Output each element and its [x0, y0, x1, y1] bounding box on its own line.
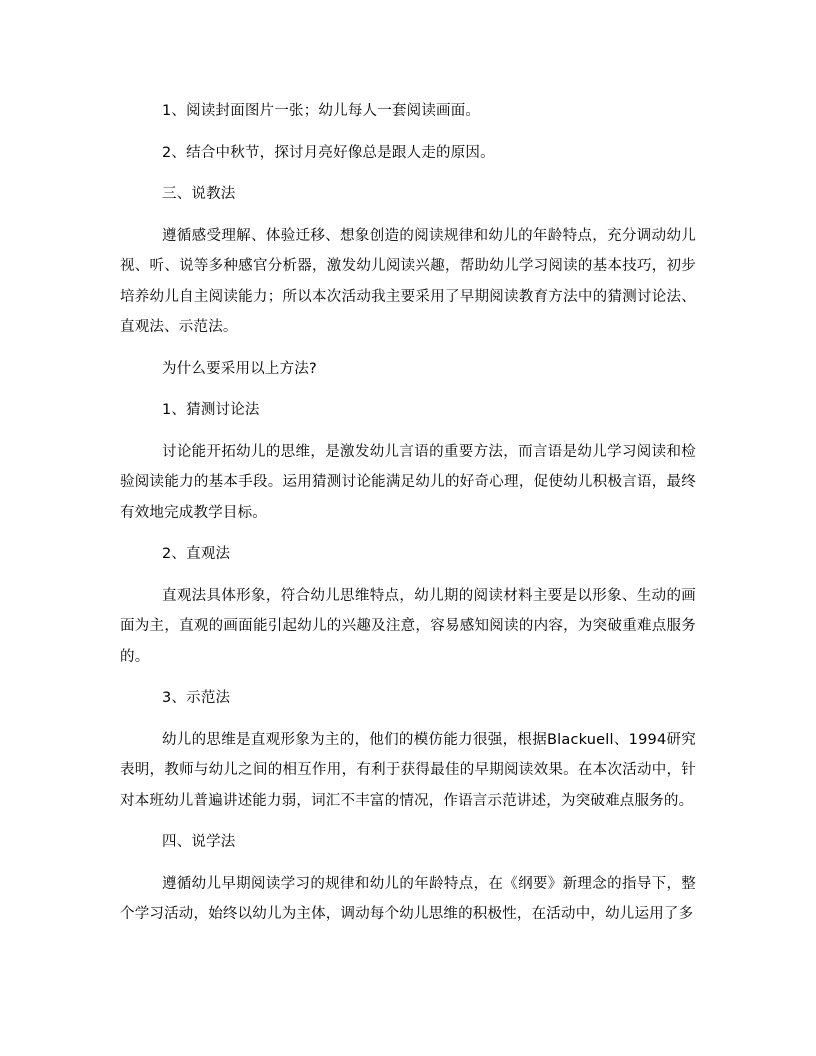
materials-item-1: 1、阅读封面图片一张；幼儿每人一套阅读画面。 — [162, 103, 481, 119]
learning-method-paragraph: 遵循幼儿早期阅读学习的规律和幼儿的年龄特点，在《纲要》新理念的指导下，整个学习活动，始终以幼儿为主体，调动每个幼儿思维的积极性，在活动中，幼儿运用了多 — [120, 875, 696, 922]
method-heading-guess-discuss: 1、猜测讨论法 — [162, 402, 260, 418]
demonstration-paragraph: 幼儿的思维是直观形象为主的，他们的模仿能力很强，根据Blackuell、1994研究表明，教师与幼儿之间的相互作用，有利于获得最佳的早期阅读效果。在本次活动中，针对本班幼儿普遍讲述能力弱，词汇不丰富的情况，作语言示范讲述，为突破难点服务的。 — [120, 731, 696, 809]
materials-item-2: 2、结合中秋节，探讨月亮好像总是跟人走的原因。 — [162, 144, 495, 161]
teaching-method-paragraph: 遵循感受理解、体验迁移、想象创造的阅读规律和幼儿的年龄特点，充分调动幼儿视、听、说等多种感官分析器，激发幼儿阅读兴趣，帮助幼儿学习阅读的基本技巧，初步培养幼儿自主阅读能力；所以本次活动我主要采用了早期阅读教育方法中的猜测讨论法、直观法、示范法。 — [120, 227, 696, 335]
guess-discuss-paragraph: 讨论能开拓幼儿的思维，是激发幼儿言语的重要方法，而言语是幼儿学习阅读和检验阅读能力的基本手段。运用猜测讨论能满足幼儿的好奇心理，促使幼儿积极言语，最终有效地完成教学目标。 — [120, 443, 696, 521]
why-methods-question: 为什么要采用以上方法? — [162, 360, 317, 377]
method-heading-demonstration: 3、示范法 — [162, 690, 231, 706]
section-heading-teaching-method: 三、说教法 — [162, 186, 236, 202]
intuitive-paragraph: 直观法具体形象，符合幼儿思维特点，幼儿期的阅读材料主要是以形象、生动的画面为主，直观的画面能引起幼儿的兴趣及注意，容易感知阅读的内容，为突破重难点服务的。 — [120, 587, 696, 665]
method-heading-intuitive: 2、直观法 — [162, 546, 231, 562]
section-heading-learning-method: 四、说学法 — [162, 834, 236, 850]
document-body — [120, 96, 696, 930]
